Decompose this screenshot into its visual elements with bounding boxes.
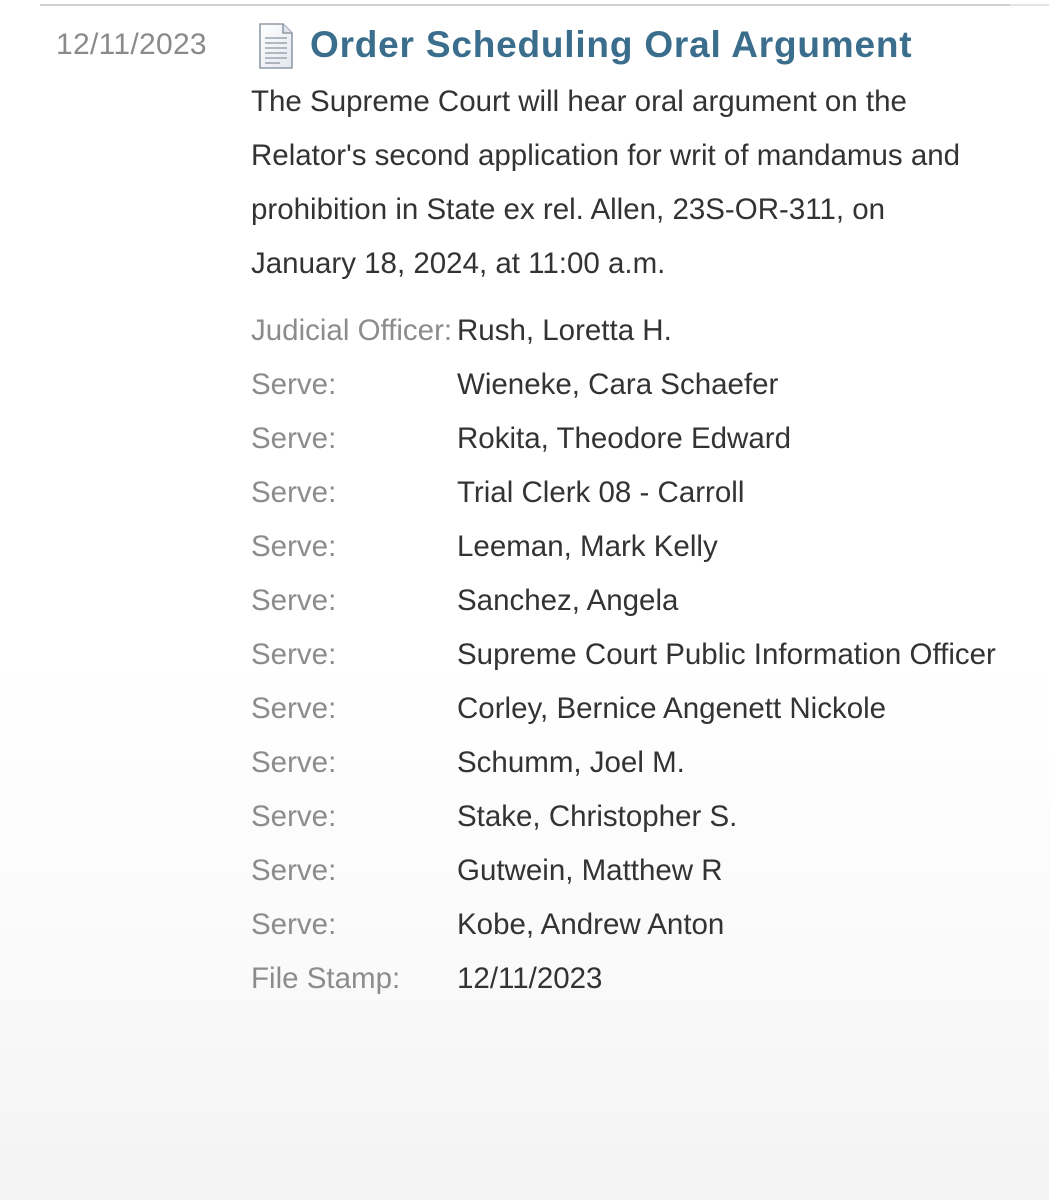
detail-value: Schumm, Joel M.	[457, 746, 685, 779]
top-divider	[40, 4, 1010, 6]
detail-label: Serve:	[251, 800, 337, 833]
entry-details-table	[251, 304, 1011, 1006]
detail-label: Serve:	[251, 368, 337, 401]
entry-description: The Supreme Court will hear oral argument on the Relator's second application for writ of mandamus and prohibition in State ex rel. Allen, 23S-OR-311, on January 18, 2024, at 11:00 a.m.	[251, 85, 961, 280]
detail-value: Kobe, Andrew Anton	[457, 908, 725, 941]
details-row	[251, 574, 1011, 628]
details-row	[251, 682, 1011, 736]
details-row	[251, 520, 1011, 574]
details-row	[251, 952, 1011, 1006]
detail-value: Rokita, Theodore Edward	[457, 422, 791, 455]
details-row	[251, 844, 1011, 898]
detail-value: Corley, Bernice Angenett Nickole	[457, 692, 887, 725]
detail-label: Serve:	[251, 476, 337, 509]
details-row	[251, 628, 1011, 682]
detail-label: Serve:	[251, 530, 337, 563]
detail-label: File Stamp:	[251, 962, 401, 995]
details-row	[251, 358, 1011, 412]
detail-value: Leeman, Mark Kelly	[457, 530, 718, 563]
document-icon[interactable]	[256, 22, 296, 70]
details-row	[251, 790, 1011, 844]
detail-label: Serve:	[251, 854, 337, 887]
detail-label: Judicial Officer:	[251, 314, 453, 347]
detail-value: Sanchez, Angela	[457, 584, 679, 617]
detail-value: Stake, Christopher S.	[457, 800, 738, 833]
detail-label: Serve:	[251, 422, 337, 455]
details-row	[251, 466, 1011, 520]
details-row	[251, 304, 1011, 358]
detail-value: Trial Clerk 08 - Carroll	[457, 476, 745, 509]
details-row	[251, 898, 1011, 952]
detail-label: Serve:	[251, 746, 337, 779]
detail-label: Serve:	[251, 584, 337, 617]
detail-value: Supreme Court Public Information Officer	[457, 638, 996, 671]
detail-label: Serve:	[251, 638, 337, 671]
entry-date: 12/11/2023	[56, 28, 207, 61]
entry-title-link[interactable]: Order Scheduling Oral Argument	[310, 24, 913, 65]
detail-value: Rush, Loretta H.	[457, 314, 672, 347]
detail-value: 12/11/2023	[457, 962, 603, 995]
details-row	[251, 736, 1011, 790]
details-row	[251, 412, 1011, 466]
detail-label: Serve:	[251, 692, 337, 725]
detail-value: Wieneke, Cara Schaefer	[457, 368, 779, 401]
detail-value: Gutwein, Matthew R	[457, 854, 723, 887]
top-divider-end	[1010, 4, 1049, 6]
detail-label: Serve:	[251, 908, 337, 941]
